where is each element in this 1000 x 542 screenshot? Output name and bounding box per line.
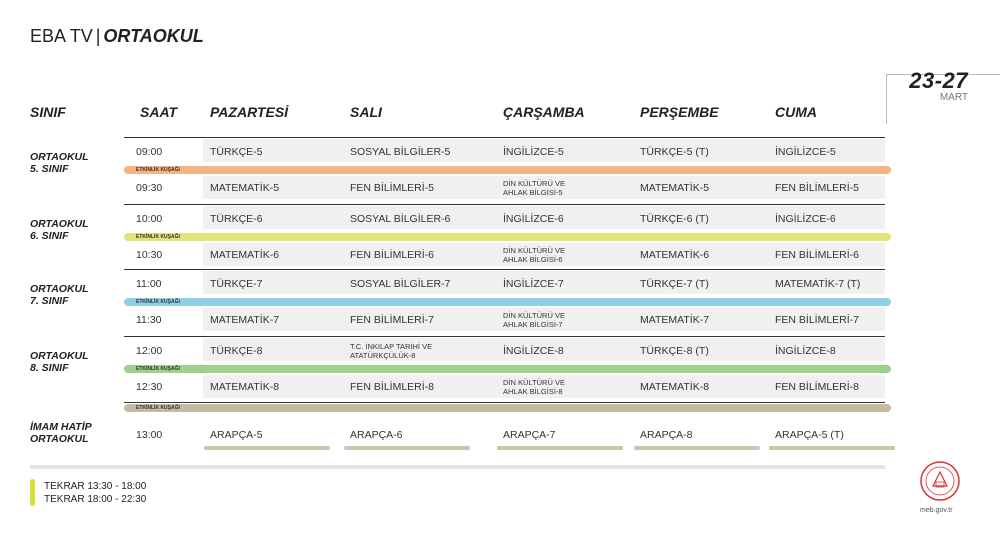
lesson-cell: FEN BİLİMLERİ-6 [350,249,435,261]
etkinlik-kusagi-band [124,404,891,412]
lesson-cell: MATEMATİK-8 [640,381,710,393]
group-name-line: 5. SINIF [30,163,69,175]
lesson-cell: TÜRKÇE-6 (T) [640,213,709,225]
time-cell: 10:30 [136,249,163,261]
lesson-cell: SOSYAL BİLGİLER-5 [350,146,451,158]
group-name [30,421,92,445]
group-name-line: ORTAOKUL [30,350,89,362]
bottom-divider [30,465,885,469]
lesson-cell: FEN BİLİMLERİ-8 [350,381,435,393]
lesson-cell: TÜRKÇE-8 (T) [640,345,709,357]
date-month: MART [939,92,968,103]
lesson-cell: FEN BİLİMLERİ-7 [775,314,860,326]
lesson-cell: ARAPÇA-6 [350,429,403,441]
group-name-line: 7. SINIF [30,295,69,307]
tekrar-1: TEKRAR 13:30 - 18:00 [44,481,147,492]
header-cuma: CUMA [775,104,817,120]
etkinlik-kusagi-label: ETKİNLİK KUŞAĞI [136,234,180,240]
lesson-cell: SOSYAL BİLGİLER-6 [350,213,451,225]
date-range: 23-27 [909,68,968,93]
lesson-cell: MATEMATİK-5 [640,182,710,194]
lesson-cell: DİN KÜLTÜRÜ VE AHLAK BİLGİSİ-8 [503,378,565,396]
lesson-underline [497,446,623,450]
lesson-cell: İNGİLİZCE-8 [503,345,564,357]
lesson-cell: TÜRKÇE-5 [210,146,263,158]
lesson-cell: SOSYAL BİLGİLER-7 [350,278,451,290]
group-name [30,350,89,374]
lesson-cell: MATEMATİK-7 [210,314,280,326]
etkinlik-kusagi-label: ETKİNLİK KUŞAĞI [136,299,180,305]
lesson-cell: ARAPÇA-5 (T) [775,429,844,441]
lesson-cell: FEN BİLİMLERİ-7 [350,314,435,326]
lesson-cell: TÜRKÇE-7 [210,278,263,290]
date-range-block [909,68,968,103]
lesson-cell: MATEMATİK-8 [210,381,280,393]
group-name [30,218,89,242]
lesson-cell: FEN BİLİMLERİ-6 [775,249,860,261]
group-name-line: ORTAOKUL [30,433,89,445]
lesson-cell: MATEMATİK-6 [210,249,280,261]
header-sali: SALI [350,104,382,120]
lesson-cell: MATEMATİK-6 [640,249,710,261]
lesson-cell: FEN BİLİMLERİ-5 [350,182,435,194]
group-divider [124,402,885,403]
date-frame-vline [886,74,887,124]
lesson-cell: FEN BİLİMLERİ-8 [775,381,860,393]
lesson-cell: ARAPÇA-5 [210,429,263,441]
meb-emblem-icon [919,460,961,502]
title-separator: | [95,26,101,46]
header-persembe: PERŞEMBE [640,104,719,120]
group-name [30,283,89,307]
lesson-cell: İNGİLİZCE-5 [775,146,836,158]
lesson-cell: ARAPÇA-7 [503,429,556,441]
lesson-cell: MATEMATİK-7 [640,314,710,326]
header-saat: SAAT [140,104,178,120]
tekrar-2: TEKRAR 18:00 - 22:30 [44,494,147,505]
time-cell: 11:00 [136,278,162,290]
time-cell: 13:00 [136,429,163,441]
time-cell: 12:30 [136,381,163,393]
lesson-cell: İNGİLİZCE-5 [503,146,564,158]
website-url: meb.gov.tr [920,507,953,514]
etkinlik-kusagi-band [124,233,891,241]
etkinlik-kusagi-label: ETKİNLİK KUŞAĞI [136,167,180,173]
group-name-line: 8. SINIF [30,362,69,374]
lesson-underline [344,446,470,450]
header-sinif: SINIF [30,104,66,120]
lesson-underline [634,446,760,450]
lesson-cell: TÜRKÇE-7 (T) [640,278,709,290]
time-cell: 12:00 [136,345,163,357]
group-divider [124,137,885,138]
lesson-cell: FEN BİLİMLERİ-5 [775,182,860,194]
lesson-cell: DİN KÜLTÜRÜ VE AHLAK BİLGİSİ-6 [503,246,565,264]
lesson-cell: İNGİLİZCE-6 [775,213,836,225]
etkinlik-kusagi-band [124,298,891,306]
group-name-line: İMAM HATİP [30,421,92,433]
lesson-cell: TÜRKÇE-6 [210,213,263,225]
group-divider [124,204,885,205]
lesson-cell: DİN KÜLTÜRÜ VE AHLAK BİLGİSİ-5 [503,179,565,197]
lesson-cell: MATEMATİK-5 [210,182,280,194]
lesson-cell: MATEMATİK-7 (T) [775,278,861,290]
title-eba-tv: EBA TV [30,26,93,46]
etkinlik-kusagi-label: ETKİNLİK KUŞAĞI [136,366,180,372]
header-carsamba: ÇARŞAMBA [503,104,585,120]
time-cell: 10:00 [136,213,163,225]
title-ortaokul: ORTAOKUL [103,26,204,46]
group-name [30,151,89,175]
etkinlik-kusagi-label: ETKİNLİK KUŞAĞI [136,405,180,411]
lesson-cell: T.C. İNKILAP TARİHİ VE ATATÜRKÇÜLÜK-8 [350,342,433,360]
etkinlik-kusagi-band [124,166,891,174]
lesson-cell: İNGİLİZCE-7 [503,278,564,290]
lesson-underline [769,446,895,450]
lesson-underline [204,446,330,450]
page-title [30,26,204,47]
lesson-cell: İNGİLİZCE-6 [503,213,564,225]
time-cell: 09:00 [136,146,163,158]
group-name-line: ORTAOKUL [30,283,89,295]
lesson-cell: DİN KÜLTÜRÜ VE AHLAK BİLGİSİ-7 [503,311,565,329]
header-pazartesi: PAZARTESİ [210,104,289,120]
group-name-line: 6. SINIF [30,230,69,242]
group-divider [124,269,885,270]
lesson-cell: ARAPÇA-8 [640,429,693,441]
lesson-cell: TÜRKÇE-8 [210,345,263,357]
group-divider [124,336,885,337]
group-name-line: ORTAOKUL [30,151,89,163]
etkinlik-kusagi-band [124,365,891,373]
time-cell: 11:30 [136,314,162,326]
lesson-cell: TÜRKÇE-5 (T) [640,146,709,158]
tekrar-marker [30,479,35,506]
lesson-cell: İNGİLİZCE-8 [775,345,836,357]
time-cell: 09:30 [136,182,163,194]
group-name-line: ORTAOKUL [30,218,89,230]
